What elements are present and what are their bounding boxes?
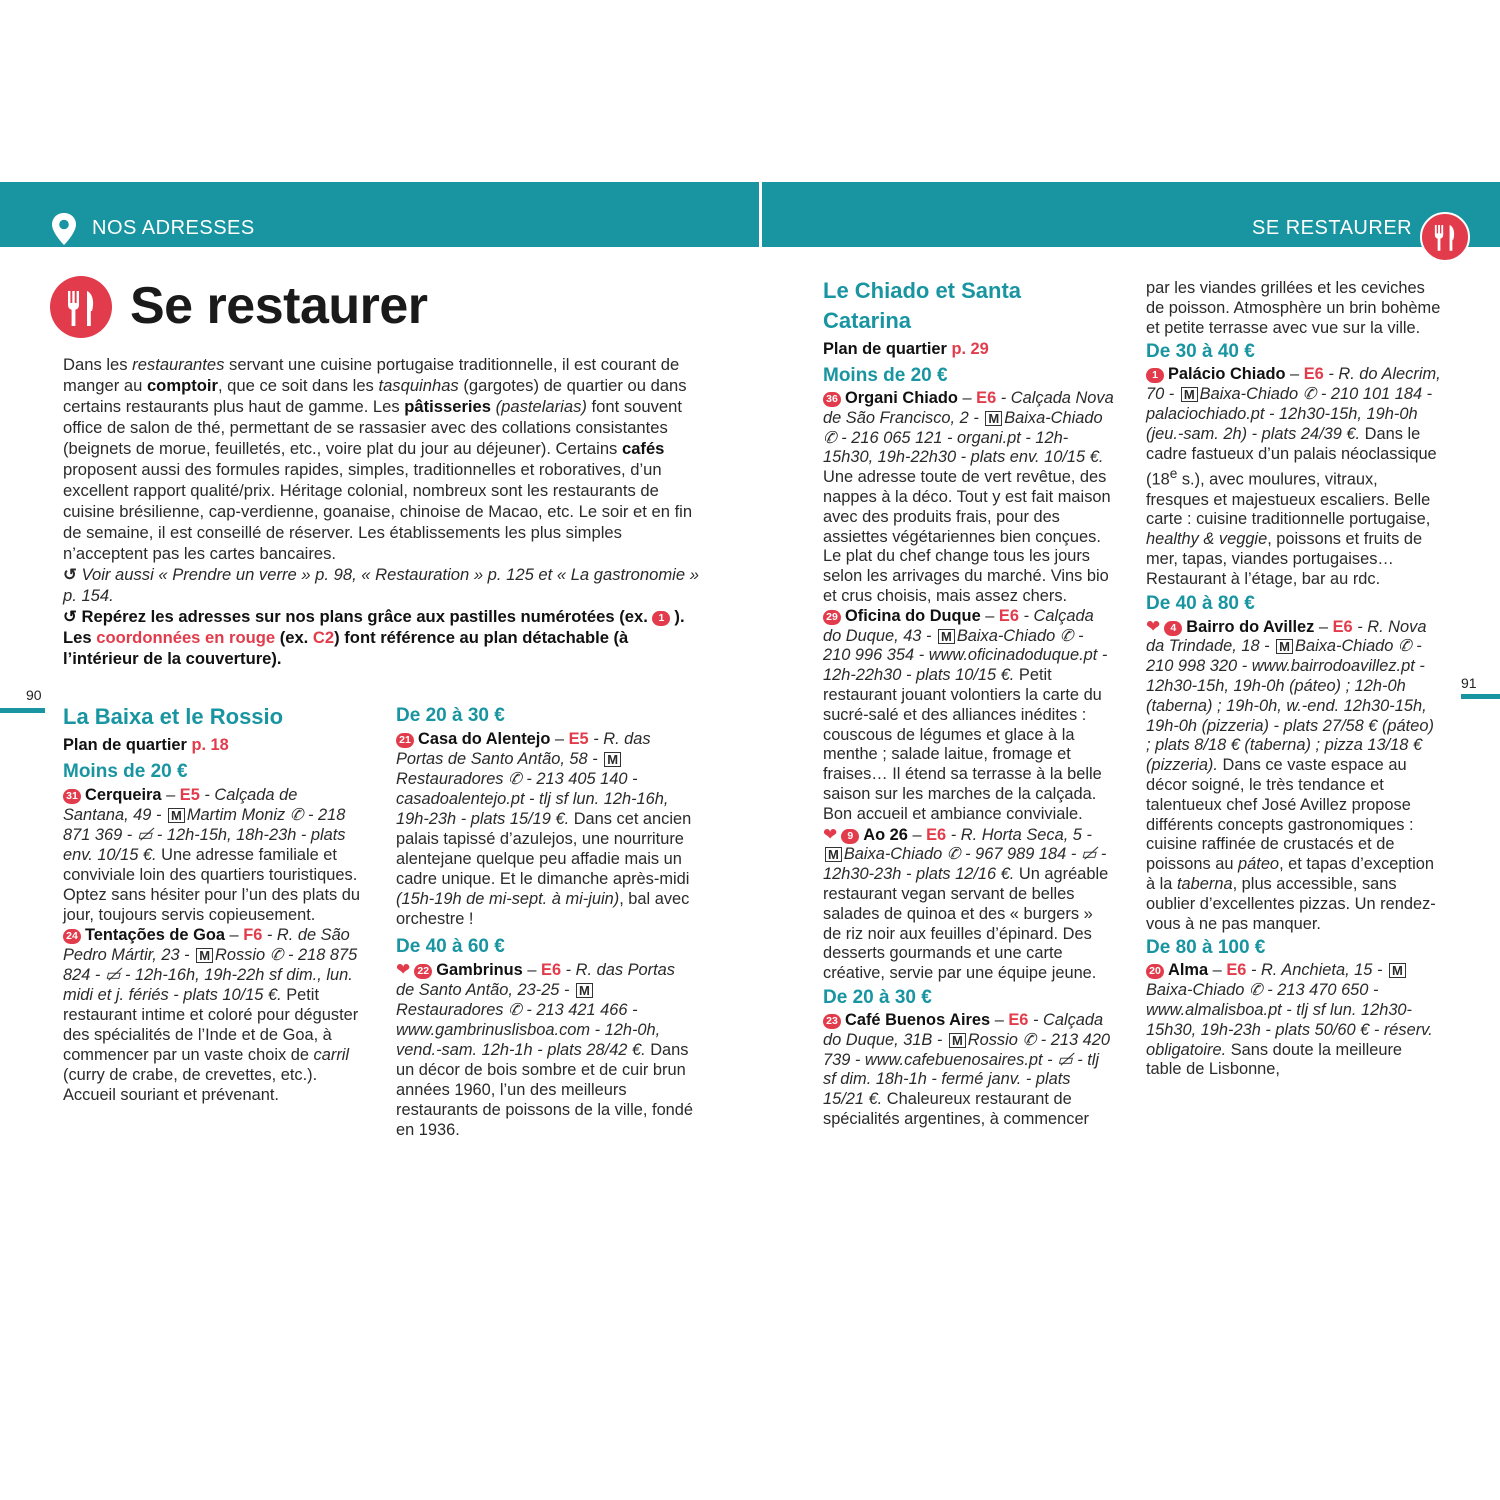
restaurant-entry: 21 Casa do Alentejo – E5 - R. das Portas de Santo Antão, 58 - MRestauradores ✆ - 213 405 140 - casadoalentejo.pt - tlj sf lun. 12h-16h, 19h-23h - plats 15/19 €. Dans cet ancien palais tapissé d’azulejos, une nourriture alentejane quelque peu affadie mais un cadre unique. Et le dimanche après-midi (15h-19h de mi-sept. à mi-juin), bal avec orchestre !	[396, 730, 692, 928]
no-card-icon: ▭̸	[1057, 1050, 1073, 1069]
no-card-icon: ▭̸	[104, 966, 121, 984]
see-also-note: ↺ Voir aussi « Prendre un verre » p. 98, « Restauration » p. 125 et « La gastronomie » p. 154.	[63, 565, 699, 605]
metro-icon: M	[1276, 639, 1293, 654]
section-heading: Le Chiado et Santa Catarina	[823, 278, 1022, 333]
plan-reference: Plan de quartier p. 29	[823, 340, 989, 358]
metro-icon: M	[1181, 387, 1198, 402]
phone-icon: ✆	[942, 845, 961, 864]
section-heading: La Baixa et le Rossio	[63, 704, 284, 729]
metro-icon: M	[196, 948, 213, 963]
heart-icon: ❤	[396, 960, 411, 979]
metro-icon: M	[949, 1033, 966, 1048]
restaurant-entry: 24 Tentações de Goa – F6 - R. de São Pedro Mártir, 23 - M Rossio ✆ - 218 875 824 - ▭̸ - 12h-16h, 19h-22h sf dim., lun. midi et j. fériés - plats 10/15 €. Petit restaurant intime et coloré pour déguster des spécialités de l’Inde et de Goa, à commencer par un vaste choix de carril (curry de crabe, de crevettes, etc.). Accueil souriant et prévenant.	[63, 926, 359, 1104]
metro-icon: M	[168, 808, 185, 823]
arrow-icon: ↺	[63, 565, 82, 584]
page-number-left: 90	[26, 687, 42, 703]
metro-icon: M	[576, 983, 593, 998]
page-tab-left	[0, 708, 45, 713]
fork-knife-icon	[50, 276, 112, 338]
page-number-right: 91	[1461, 675, 1477, 691]
phone-icon: ✆	[1244, 981, 1263, 1000]
metro-icon: M	[825, 847, 842, 862]
restaurant-entry: 29 Oficina do Duque – E6 - Calçada do Duque, 43 - M Baixa-Chiado ✆ - 210 996 354 - www.oficinadoduque.pt - 12h-22h30 - plats 10/15 €. Petit restaurant jouant volontiers la carte du sucré-salé et des alliances inédites : couscous de légumes et glace à la menthe ; salade laitue, fromage et fraises… Il étend sa terrasse à la belle saison sur les marches de la calçada. Bon accueil et ambiance conviviale.	[823, 606, 1108, 823]
intro-paragraph: Dans les restaurantes servant une cuisine portugaise traditionnelle, il est courant de manger au comptoir, que ce soit dans les tasquinhas (gargotes) de quartier ou dans certains restaurants plus haut de gamme. Les pâtisseries (pastelarias) font souvent office de salon de thé, permettant de se rassasier avec des collations consistantes (beignets de morue, feuilletés, etc., voire plat du jour au déjeuner). Certains cafés proposent aussi des formules rapides, simples, traditionnelles et roboratives, d’un excellent rapport qualité/prix. Héritage colonial, nombreux sont les restaurants de cuisine brésilienne, cap-verdienne, goanaise, chinoise de Macao, etc. Le soir et en fin de semaine, il est conseillé de réserver. Les établissements les plus simples n’acceptent pas les cartes bancaires.	[63, 355, 693, 563]
arrow-icon: ↺	[63, 607, 82, 626]
restaurant-entry: 31 Cerqueira – E5 - Calçada de Santana, 49 - M Martim Moniz ✆ - 218 871 369 - ▭̸ - 12h-15h, 18h-23h - plats env. 10/15 €. Une adresse familiale et conviviale loin des quartiers touristiques. Optez sans hésiter pour l’un des plats du jour, toujours servis copieusement.	[63, 786, 361, 924]
price-heading: De 30 à 40 €	[1146, 341, 1255, 363]
column-prices	[396, 702, 696, 1140]
restaurant-entry: 23 Café Buenos Aires – E6 - Calçada do Duque, 31B - M Rossio ✆ - 213 420 739 - www.cafebuenosaires.pt - ▭̸ - tlj sf dim. 18h-1h - fermé janv. - plats 15/21 €. Chaleureux restaurant de spécialités argentines, à commencer	[823, 1010, 1111, 1128]
metro-icon: M	[1389, 963, 1406, 978]
price-heading: De 40 à 60 €	[396, 936, 505, 957]
phone-icon: ✆	[1298, 385, 1317, 404]
fork-knife-icon	[1420, 212, 1470, 262]
metro-icon: M	[938, 629, 955, 644]
restaurant-entry: ❤ 4 Bairro do Avillez – E6 - R. Nova da Trindade, 18 - M Baixa-Chiado ✆ - 210 998 320 - www.bairrodoavillez.pt - 12h30-15h, 19h-0h (páteo) ; 12h-0h (taberna) ; 19h-0h, w.-end. 12h30-15h, 19h-0h (pizzeria) - plats 27/58 € (páteo) ; plats 8/18 € (taberna) ; pizza 13/18 € (pizzeria). Dans ce vaste espace au décor soigné, le très tendance et talentueux chef José Avillez propose différents concepts gastronomiques : cuisine raffinée de crustacés et de poissons au páteo, et tapas d’exception à la taberna, plus accessible, sans oublier d’excellentes pizzas. Un rendez-vous à ne pas manquer.	[1146, 616, 1436, 933]
metro-icon: M	[985, 411, 1002, 426]
restaurant-entry: ❤ 22 Gambrinus – E6 - R. das Portas de Santo Antão, 23-25 - MRestauradores ✆ - 213 421 466 - www.gambrinuslisboa.com - 12h-0h, vend.-sam. 12h-1h - plats 28/42 €. Dans un décor de bois sombre et de cuir brun années 1960, l’un des meilleurs restaurants de poissons de la ville, fondé en 1936.	[396, 960, 694, 1139]
price-heading: De 40 à 80 €	[1146, 592, 1255, 614]
price-heading: Moins de 20 €	[63, 761, 188, 782]
no-card-icon: ▭̸	[1080, 845, 1097, 864]
page-tab-right	[1461, 694, 1500, 699]
locate-note: ↺ Repérez les adresses sur nos plans grâce aux pastilles numérotées (ex. 1 ). Les coordonnées en rouge (ex. C2) font référence au plan détachable (à l’intérieur de la couverture).	[63, 607, 685, 668]
header-right-label: SE RESTAURER	[1252, 217, 1413, 239]
phone-icon: ✆	[503, 770, 522, 788]
restaurant-entry: ❤ 9 Ao 26 – E6 - R. Horta Seca, 5 - M Baixa-Chiado ✆ - 967 989 184 - ▭̸ - 12h30-23h - plats 12/16 €. Un agréable restaurant vegan servant de belles salades de quinoa et des « burgers » de riz noir aux feuilles d’épinard. Des desserts gourmands et une carte créative, servie par une équipe jeune.	[823, 824, 1109, 983]
phone-icon: ✆	[1393, 637, 1412, 656]
phone-icon: ✆	[823, 428, 837, 447]
heart-icon: ❤	[823, 824, 838, 844]
intro-text	[63, 354, 703, 669]
column-baixa	[63, 702, 363, 1105]
metro-icon: M	[604, 752, 621, 767]
column-chiado-continued	[1146, 279, 1442, 1080]
map-pin-icon	[50, 212, 78, 246]
phone-icon: ✆	[503, 1001, 522, 1019]
price-heading: De 20 à 30 €	[823, 986, 932, 1008]
price-heading: De 20 à 30 €	[396, 705, 505, 726]
phone-icon: ✆	[1055, 626, 1074, 645]
restaurant-entry: 36 Organi Chiado – E6 - Calçada Nova de São Francisco, 2 - M Baixa-Chiado ✆ - 216 065 121 - organi.pt - 12h-15h30, 19h-22h30 - plats env. 10/15 €. Une adresse toute de vert revêtue, des nappes à la déco. Tout y est fait maison avec des produits frais, pour des assiettes végétariennes bien conçues. Le plat du chef change tous les jours selon les arrivages du marché. Vins bio et crus choisis, mais assez chers.	[823, 389, 1114, 605]
plan-reference: Plan de quartier p. 18	[63, 736, 229, 754]
restaurant-entry: 20 Alma – E6 - R. Anchieta, 15 - MBaixa-Chiado ✆ - 213 470 650 - www.almalisboa.pt - tlj sf lun. 12h30-15h30, 19h-23h - plats 50/60 € - réserv. obligatoire. Sans doute la meilleure table de Lisbonne,	[1146, 961, 1433, 1079]
phone-icon: ✆	[1017, 1030, 1037, 1049]
header-left-label: NOS ADRESSES	[92, 217, 255, 239]
phone-icon: ✆	[265, 946, 284, 964]
page-title: Se restaurer	[130, 277, 428, 335]
restaurant-entry: 1 Palácio Chiado – E6 - R. do Alecrim, 70 - M Baixa-Chiado ✆ - 210 101 184 - palaciochiado.pt - 12h30-15h, 19h-0h (jeu.-sam. 2h) - plats 24/39 €. Dans le cadre fastueux d’un palais néoclassique (18e s.), avec moulures, vitraux, fresques et majestueux escaliers. Belle carte : cuisine traditionnelle portugaise, healthy & veggie, poissons et fruits de mer, tapas, viandes portugaises… Restaurant à l’étage, bar au rdc.	[1146, 365, 1441, 588]
no-card-icon: ▭̸	[136, 826, 153, 844]
price-heading: De 80 à 100 €	[1146, 937, 1266, 959]
phone-icon: ✆	[285, 806, 304, 824]
column-chiado	[823, 276, 1115, 1130]
heart-icon: ❤	[1146, 616, 1161, 636]
price-heading: Moins de 20 €	[823, 365, 948, 386]
entry-continuation: par les viandes grillées et les ceviches de poisson. Atmosphère un brin bohème et petite terrasse avec vue sur la ville.	[1146, 279, 1441, 337]
